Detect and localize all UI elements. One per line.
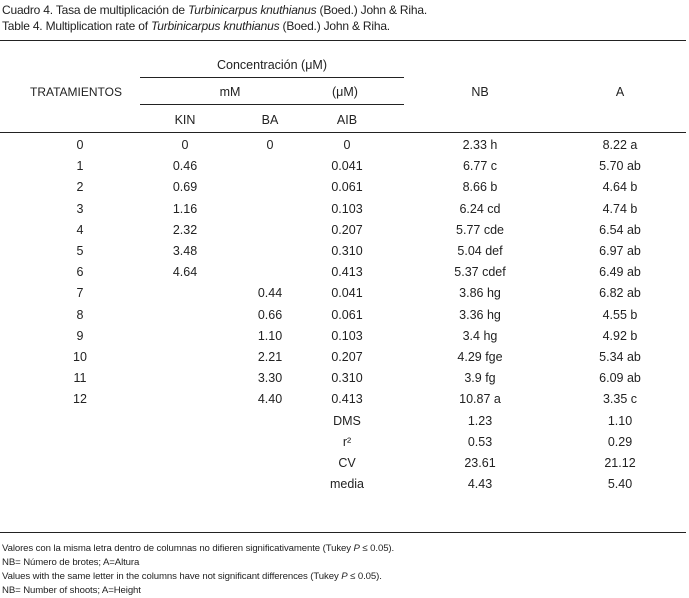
stat-a: 21.12 bbox=[604, 456, 636, 470]
cell-nb: 4.29 fge bbox=[457, 350, 503, 364]
cell-t: 7 bbox=[76, 286, 84, 301]
stat-a: 5.40 bbox=[607, 477, 633, 492]
cell-t: 10 bbox=[73, 350, 87, 364]
concentration-rule bbox=[140, 77, 404, 78]
note-en-abbrev: NB= Number of shoots; A=Height bbox=[2, 585, 141, 596]
header-a: A bbox=[615, 85, 625, 99]
cell-a: 6.82 ab bbox=[599, 286, 641, 301]
cell-nb: 3.4 hg bbox=[462, 328, 498, 343]
stat-nb: 0.53 bbox=[467, 434, 493, 449]
note-es-significance bbox=[2, 543, 394, 554]
cell-kin: 0.46 bbox=[172, 159, 198, 174]
cell-nb: 3.86 hg bbox=[459, 286, 501, 301]
caption-en-suffix: (Boed.) John & Riha. bbox=[279, 19, 390, 33]
note-en-suffix: ≤ 0.05). bbox=[347, 571, 382, 582]
cell-ba: 2.21 bbox=[257, 350, 283, 364]
stat-nb: 4.43 bbox=[467, 477, 493, 492]
cell-aib: 0.041 bbox=[331, 286, 363, 301]
cell-ba: 1.10 bbox=[257, 328, 283, 343]
cell-a: 4.74 b bbox=[602, 201, 638, 216]
header-concentracion: Concentración (μM) bbox=[216, 58, 328, 72]
cell-a: 8.22 a bbox=[602, 138, 638, 152]
cell-ba: 0.44 bbox=[257, 286, 283, 301]
cell-nb: 6.24 cd bbox=[459, 201, 501, 216]
stat-label: media bbox=[329, 477, 365, 492]
cell-kin: 4.64 bbox=[172, 265, 198, 280]
cell-nb: 5.37 cdef bbox=[454, 265, 506, 280]
header-nb: NB bbox=[471, 85, 489, 99]
cell-nb: 5.04 def bbox=[457, 244, 503, 258]
cell-t: 6 bbox=[76, 265, 84, 280]
caption-en-text: Table 4. Multiplication rate of bbox=[2, 19, 152, 33]
cell-t: 5 bbox=[76, 244, 84, 258]
cell-nb: 5.77 cde bbox=[456, 222, 504, 237]
cell-aib: 0.207 bbox=[331, 350, 363, 364]
cell-t: 11 bbox=[73, 371, 87, 386]
header-tratamientos: TRATAMIENTOS bbox=[30, 85, 123, 99]
cell-a: 5.34 ab bbox=[599, 350, 641, 364]
header-bottom-rule bbox=[0, 132, 686, 133]
cell-aib: 0.061 bbox=[331, 180, 363, 195]
stat-nb: 1.23 bbox=[467, 413, 493, 428]
cell-kin: 0 bbox=[181, 138, 189, 152]
header-um: (μM) bbox=[332, 85, 358, 99]
cell-t: 12 bbox=[73, 392, 87, 407]
stat-nb: 23.61 bbox=[464, 456, 496, 470]
cell-t: 1 bbox=[76, 159, 84, 174]
stat-label: CV bbox=[338, 456, 356, 470]
cell-nb: 6.77 c bbox=[462, 159, 498, 174]
header-aib: AIB bbox=[336, 113, 358, 127]
cell-a: 4.55 b bbox=[602, 307, 638, 322]
cell-aib: 0.310 bbox=[331, 244, 363, 258]
stat-label: DMS bbox=[333, 413, 361, 428]
note-en-significance bbox=[2, 571, 382, 582]
cell-ba: 3.30 bbox=[257, 371, 283, 386]
cell-aib: 0.041 bbox=[331, 159, 363, 174]
cell-aib: 0.310 bbox=[331, 371, 363, 386]
note-es-suffix: ≤ 0.05). bbox=[359, 543, 395, 554]
cell-kin: 2.32 bbox=[172, 222, 198, 237]
cell-nb: 8.66 b bbox=[462, 180, 498, 195]
cell-a: 3.35 c bbox=[602, 392, 638, 407]
note-en-p: P bbox=[341, 571, 348, 582]
stat-label: r² bbox=[342, 434, 352, 449]
cell-aib: 0.413 bbox=[331, 392, 363, 407]
cell-t: 0 bbox=[76, 138, 84, 152]
cell-nb: 10.87 a bbox=[459, 392, 501, 407]
cell-ba: 0 bbox=[266, 138, 274, 152]
cell-a: 6.54 ab bbox=[599, 222, 641, 237]
caption-es-text: Cuadro 4. Tasa de multiplicación de bbox=[2, 3, 189, 17]
cell-kin: 1.16 bbox=[172, 201, 198, 216]
unit-rule bbox=[140, 104, 404, 105]
cell-aib: 0 bbox=[343, 138, 351, 152]
header-mm: mM bbox=[219, 85, 241, 99]
cell-a: 4.92 b bbox=[602, 328, 638, 343]
caption-en bbox=[2, 19, 390, 33]
cell-aib: 0.061 bbox=[331, 307, 363, 322]
caption-es-suffix: (Boed.) John & Riha. bbox=[316, 3, 427, 17]
caption-es-species: Turbinicarpus knuthianus bbox=[188, 3, 317, 17]
note-en-text: Values with the same letter in the columns have not significant differences (Tukey bbox=[2, 571, 342, 582]
note-es-text: Valores con la misma letra dentro de columnas no difieren significativamente (Tukey bbox=[2, 543, 354, 554]
cell-aib: 0.207 bbox=[331, 222, 363, 237]
note-es-abbrev: NB= Número de brotes; A=Altura bbox=[2, 557, 140, 568]
caption-en-species: Turbinicarpus knuthianus bbox=[151, 19, 280, 33]
cell-t: 9 bbox=[76, 328, 84, 343]
cell-nb: 3.36 hg bbox=[459, 307, 501, 322]
cell-a: 5.70 ab bbox=[599, 159, 641, 174]
cell-a: 6.09 ab bbox=[599, 371, 641, 386]
cell-aib: 0.103 bbox=[331, 201, 363, 216]
cell-a: 6.49 ab bbox=[599, 265, 641, 280]
cell-a: 6.97 ab bbox=[599, 244, 641, 258]
cell-kin: 0.69 bbox=[172, 180, 198, 195]
stat-a: 1.10 bbox=[607, 413, 633, 428]
cell-nb: 2.33 h bbox=[462, 138, 498, 152]
cell-t: 8 bbox=[76, 307, 84, 322]
header-ba: BA bbox=[261, 113, 279, 127]
cell-aib: 0.103 bbox=[331, 328, 363, 343]
caption-es bbox=[2, 3, 427, 17]
table-bottom-rule bbox=[0, 532, 686, 533]
header-kin: KIN bbox=[174, 113, 196, 127]
cell-nb: 3.9 fg bbox=[464, 371, 496, 386]
cell-ba: 4.40 bbox=[257, 392, 283, 407]
cell-a: 4.64 b bbox=[602, 180, 638, 195]
stat-a: 0.29 bbox=[607, 434, 633, 449]
cell-aib: 0.413 bbox=[331, 265, 363, 280]
table-top-rule bbox=[0, 40, 686, 41]
cell-t: 2 bbox=[76, 180, 84, 195]
cell-t: 4 bbox=[76, 222, 84, 237]
cell-kin: 3.48 bbox=[172, 244, 198, 258]
note-es-p: P bbox=[353, 543, 360, 554]
cell-ba: 0.66 bbox=[257, 307, 283, 322]
cell-t: 3 bbox=[76, 201, 84, 216]
